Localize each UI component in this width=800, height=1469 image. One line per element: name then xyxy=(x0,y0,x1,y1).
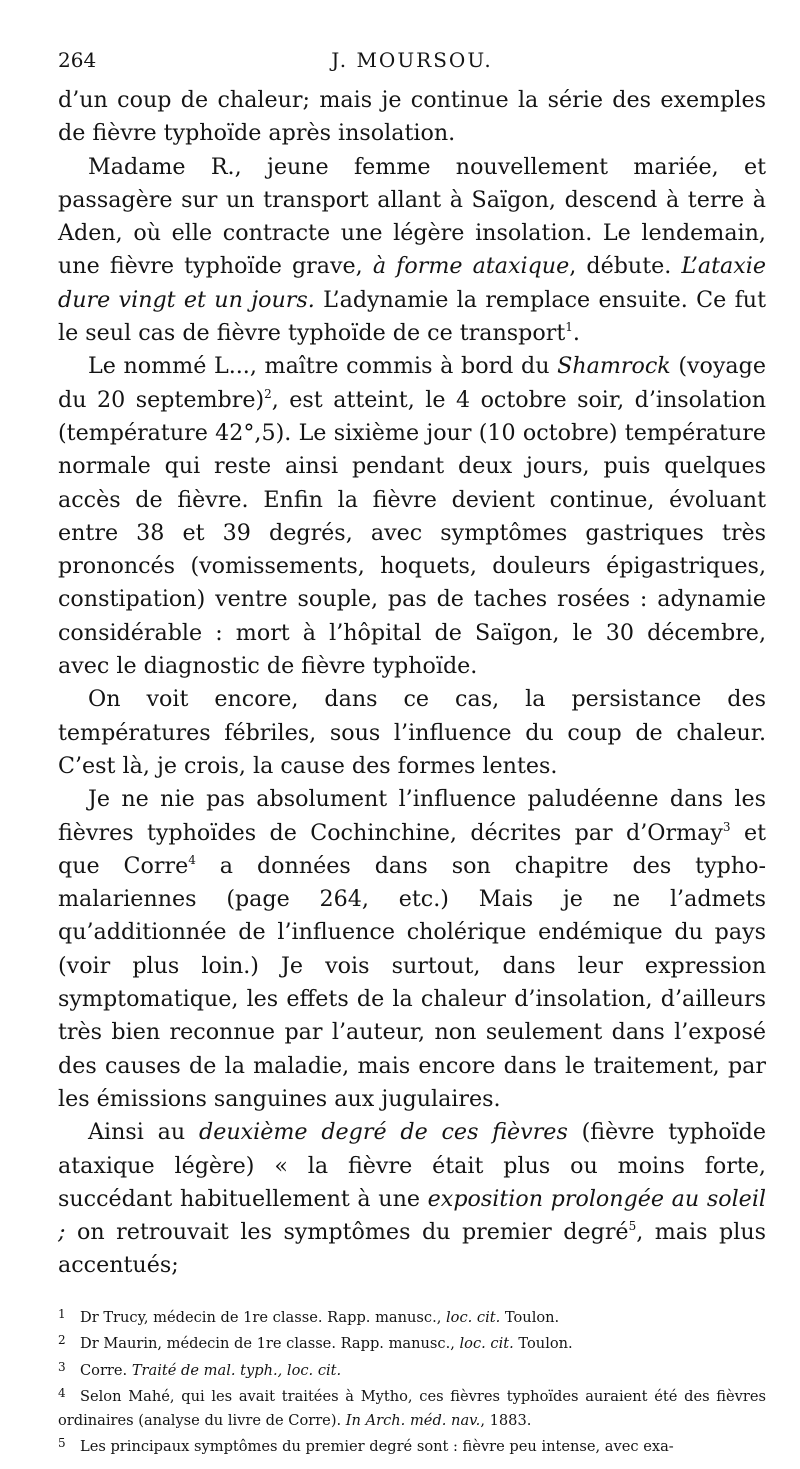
footnote xyxy=(58,1356,766,1383)
paragraph xyxy=(58,84,766,151)
text-run: , débute. xyxy=(569,253,682,280)
italic-text: deuxième degré de ces fièvres xyxy=(199,1119,568,1146)
footnote-marker: 5 xyxy=(58,1436,66,1451)
text-run: on retrouvait les symptômes du premier degré xyxy=(65,1219,629,1246)
page-header xyxy=(58,48,766,84)
italic-text: loc. cit. xyxy=(446,1308,501,1326)
text-run: Le nommé L..., maître commis à bord du xyxy=(88,353,558,380)
footnote-ref: 5 xyxy=(628,1219,637,1234)
text-run: (voyage du 20 septembre) xyxy=(58,353,766,413)
footnote-ref: 1 xyxy=(565,320,573,335)
footnote-marker: 3 xyxy=(58,1359,66,1374)
paragraph xyxy=(58,783,766,1116)
footnote-marker: 1 xyxy=(58,1306,66,1321)
text-run: et que Corre xyxy=(58,819,766,879)
text-run: Dr Maurin, médecin de 1re classe. Rapp. manusc., xyxy=(80,1335,460,1353)
paragraph xyxy=(58,683,766,783)
paragraph xyxy=(58,1116,766,1282)
book-page xyxy=(58,48,766,1459)
footnote-ref: 2 xyxy=(264,386,272,401)
footnote xyxy=(58,1432,766,1459)
main-text xyxy=(58,84,766,1283)
footnote-ref: 3 xyxy=(722,819,731,834)
text-run: L’adynamie la remplace ensuite. Ce fut le seul cas de fièvre typhoïde de ce transport xyxy=(58,286,766,347)
italic-text: L’ataxie dure vingt et un jours. xyxy=(58,253,766,313)
footnote xyxy=(58,1382,766,1432)
text-run: Je ne nie pas absolument l’influence paludéenne dans les fièvres typhoïdes de Cochinchine, décrites par d’Ormay xyxy=(58,786,766,846)
italic-text: In Arch. méd. nav. xyxy=(345,1411,481,1429)
text-run: , est atteint, le 4 octobre soir, d’insolation (température 42°,5). Le sixième jour (10 octobre) température normale qui reste ainsi pendant deux jours, puis quelques accès de fièvre. Enfin la fièvre devient continue, évoluant entre 38 et 39 degrés, avec symptômes gastriques très prononcés (vomissements, hoquets, douleurs épigastriques, constipation) ventre souple, pas de taches rosées : adynamie considérable : mort à l’hôpital de Saïgon, le 30 décembre, avec le diagnostic de fièvre typhoïde. xyxy=(58,386,766,680)
text-run: a données dans son chapitre des typho-malariennes (page 264, etc.) Mais je ne l’admets qu’additionnée de l’influence cholérique endémique du pays (voir plus loin.) Je vois surtout, dans leur expression symptomatique, les effets de la chaleur d’insolation, d’ailleurs très bien reconnue par l’auteur, non seulement dans l’exposé des causes de la maladie, mais encore dans le traitement, par les émissions sanguines aux jugulaires. xyxy=(58,852,766,1112)
text-run: Corre. xyxy=(80,1361,132,1379)
paragraph xyxy=(58,151,766,351)
text-run: Dr Trucy, médecin de 1re classe. Rapp. manusc., xyxy=(80,1308,447,1326)
text-run: d’un coup de chaleur; mais je continue la série des exemples de fièvre typhoïde après insolation. xyxy=(58,87,766,147)
page-number: 264 xyxy=(58,48,97,72)
text-run: Toulon. xyxy=(500,1308,560,1326)
text-run: Selon Mahé, qui les avait traitées à Mytho, ces fièvres typhoïdes auraient été des fièvres ordinaires (analyse du livre de Corre). xyxy=(58,1388,766,1429)
running-title: J. MOURSOU. xyxy=(331,48,493,72)
italic-text: Shamrock xyxy=(557,353,671,380)
text-run: Les principaux symptômes du premier degré sont : fièvre peu intense, avec exa- xyxy=(80,1438,674,1456)
text-run: Toulon. xyxy=(513,1335,573,1353)
italic-text: à forme ataxique xyxy=(372,253,570,280)
footnote xyxy=(58,1329,766,1356)
text-run: On voit encore, dans ce cas, la persistance des températures fébriles, sous l’influence du coup de chaleur. C’est là, je crois, la cause des formes lentes. xyxy=(58,686,766,779)
footnote-marker: 4 xyxy=(58,1386,66,1401)
text-run: Madame R., jeune femme nouvellement mariée, et passagère sur un transport allant à Saïgon, descend à terre à Aden, où elle contracte une légère insolation. Le lendemain, une fièvre typhoïde grave, xyxy=(58,153,766,280)
italic-text: loc. cit. xyxy=(459,1335,514,1353)
italic-text: Traité de mal. typh., loc. cit. xyxy=(131,1361,342,1379)
text-run: (fièvre typhoïde ataxique légère) « la fièvre était plus ou moins forte, succédant habituellement à une xyxy=(58,1119,766,1212)
text-run: Ainsi au xyxy=(88,1119,199,1146)
text-run: , mais plus accentués; xyxy=(58,1219,766,1279)
paragraph xyxy=(58,350,766,683)
footnote-ref: 4 xyxy=(188,852,196,867)
footnote xyxy=(58,1303,766,1330)
text-run: , 1883. xyxy=(480,1411,532,1429)
italic-text: exposition prolongée au soleil ; xyxy=(58,1185,767,1246)
footnote-marker: 2 xyxy=(58,1333,66,1348)
text-run: . xyxy=(572,320,580,347)
footnotes xyxy=(58,1303,766,1459)
